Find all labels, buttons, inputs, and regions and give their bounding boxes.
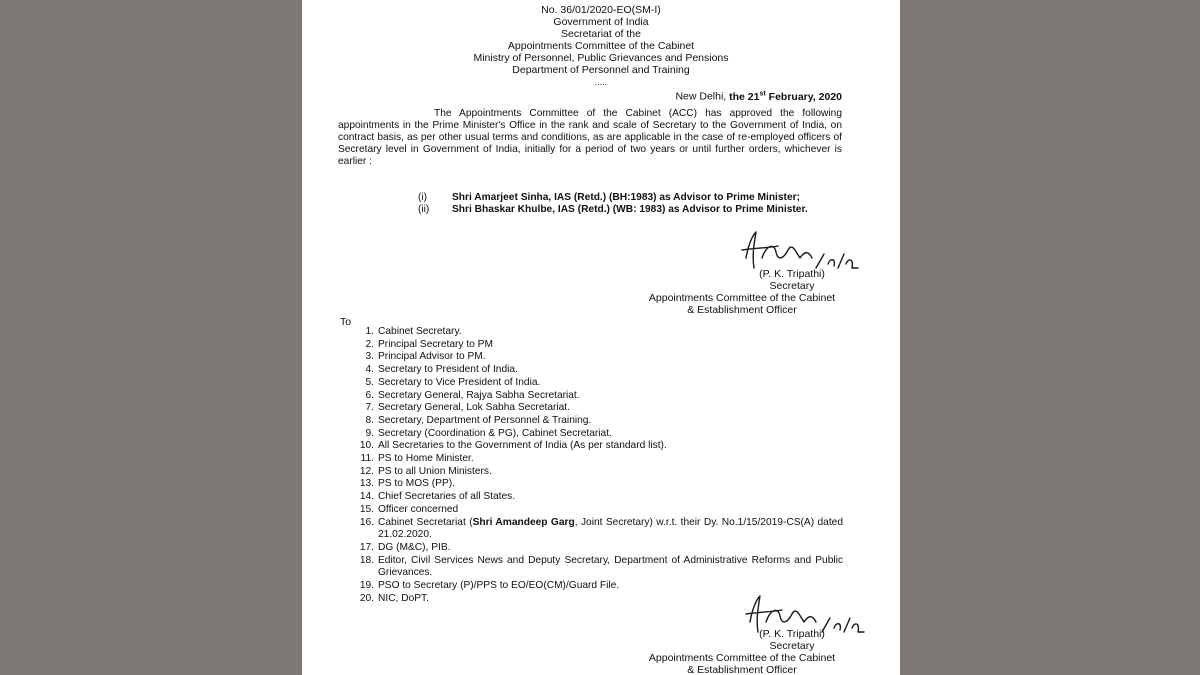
order-date: New Delhi, the 21st February, 2020: [675, 90, 842, 103]
list-item: 2. Principal Secretary to PM: [365, 338, 493, 350]
list-item: 15. Officer concerned: [359, 503, 459, 515]
distribution-list: [358, 326, 843, 605]
list-item: 7. Secretary General, Lok Sabha Secretariat.: [365, 402, 570, 414]
signatory-title: Secretary: [769, 280, 815, 292]
header-dots: .....: [594, 77, 608, 87]
signatory-name: (P. K. Tripathi): [759, 628, 825, 640]
list-item: 19. PSO to Secretary (P)/PPS to EO/EO(CM)/Guard File.: [359, 580, 620, 592]
list-item: 3. Principal Advisor to PM.: [365, 351, 486, 363]
list-item: 4. Secretary to President of India.: [365, 364, 518, 376]
list-item: 1. Cabinet Secretary.: [365, 326, 462, 337]
list-item: 20. NIC, DoPT.: [359, 592, 429, 604]
list-item: 11. PS to Home Minister.: [360, 453, 474, 465]
header-ministry: Ministry of Personnel, Public Grievances and Pensions: [473, 52, 729, 64]
appointment-item: (ii) Shri Bhaskar Khulbe, IAS (Retd.) (WB: 1983) as Advisor to Prime Minister.: [418, 204, 808, 215]
header-government: Government of India: [553, 16, 649, 28]
header-secretariat: Secretariat of the: [561, 28, 641, 40]
header-department: Department of Personnel and Training: [512, 64, 690, 76]
to-label: To: [340, 316, 352, 328]
header-acc: Appointments Committee of the Cabinet: [507, 40, 695, 52]
list-item: 6. Secretary General, Rajya Sabha Secretariat.: [365, 389, 580, 401]
list-item: 12. PS to all Union Ministers.: [359, 465, 492, 477]
signatory-role: & Establishment Officer: [687, 304, 797, 316]
list-item: 9. Secretary (Coordination & PG), Cabinet Secretariat.: [365, 427, 612, 439]
signatory-name: (P. K. Tripathi): [759, 268, 825, 280]
order-paragraph: The Appointments Committee of the Cabinet (ACC) has approved the following appointments in the Prime Minister's Office in the rank and scale of Secretary to the Government of India, on contract basis, as per other usual terms and conditions, as are applicable in the case of re-employed officers of Secretary level in Government of India, initially for a period of two years or until further orders, whichever is earlier :: [338, 108, 842, 167]
list-item: 5. Secretary to Vice President of India.: [365, 376, 541, 388]
list-item: 13. PS to MOS (PP).: [359, 478, 455, 490]
list-item: 8. Secretary, Department of Personnel & Training.: [365, 414, 592, 426]
appointment-item: (i) Shri Amarjeet Sinha, IAS (Retd.) (BH:1983) as Advisor to Prime Minister;: [418, 192, 800, 203]
signatory-role: & Establishment Officer: [687, 664, 797, 675]
signatory-org: Appointments Committee of the Cabinet: [648, 652, 836, 664]
list-item: 18. Editor, Civil Services News and Deputy Secretary, Department of Administrative Reforms and Public Grievances.: [359, 554, 843, 579]
order-number: No. 36/01/2020-EO(SM-I): [541, 4, 661, 16]
list-item: 16. Cabinet Secretariat (Shri Amandeep Garg, Joint Secretary) w.r.t. their Dy. No.1/15/2019-CS(A) dated 21.02.2020.: [359, 516, 843, 541]
list-item: 17. DG (M&C), PIB.: [359, 541, 451, 553]
signatory-org: Appointments Committee of the Cabinet: [648, 292, 836, 304]
list-item: 14. Chief Secretaries of all States.: [359, 491, 516, 503]
list-item: 10. All Secretaries to the Government of India (As per standard list).: [359, 440, 667, 452]
document-page: [302, 0, 900, 675]
signatory-title: Secretary: [769, 640, 815, 652]
